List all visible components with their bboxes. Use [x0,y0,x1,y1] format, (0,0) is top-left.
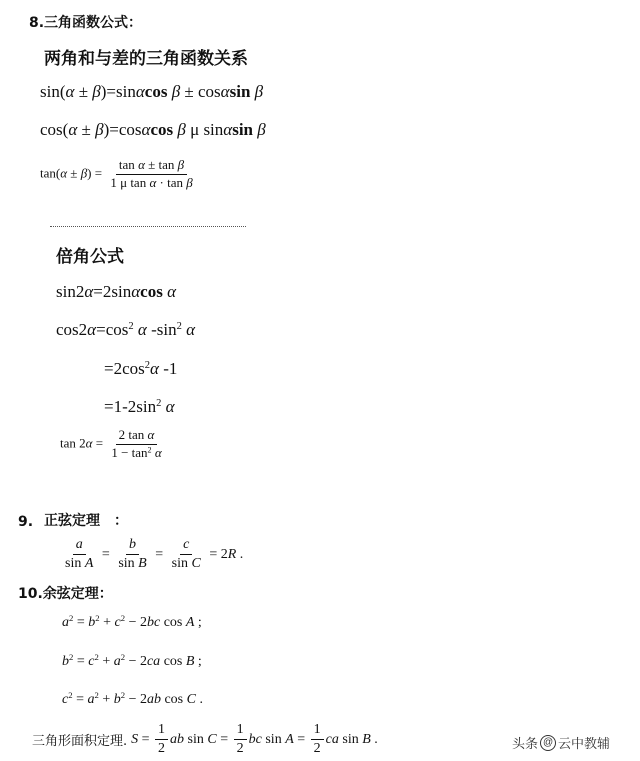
background-watermark [190,392,199,431]
formula-sin-double: sin2α=2sinαcos α [56,282,177,301]
formula-cosine-law-b: $b^2 = c^2 + a^2 - 2ca$ cos B ; [62,652,202,669]
formula-tan-sum: tan(α ± β) = $\frac{\text{tan α ± tan β}}{\text{1 μ tan α · tan β}}$ [40,157,193,190]
section-divider [50,226,246,227]
formula-cosine-law-a: $a^2 = b^2 + c^2 - 2bc$ cos A ; [62,613,202,630]
at-icon: @ [540,735,556,751]
account-name: 云中教辅 [558,736,611,751]
double-angle-heading: 倍角公式 [56,247,124,267]
area-theorem-title: 三角形面积定理. [32,734,128,750]
platform-brand: 头条 [512,736,539,751]
formula-sine-law: $\frac{a}{\text{sin A}}$ = $\frac{b}{\text{sin B}}$ = $\frac{c}{\text{sin C}}$ = 2R . [65,537,244,572]
section-8-title: 8.三角函数公式： [29,15,143,31]
formula-cos-double-alt1: $=2\cos^2\alpha$ -1 [104,359,178,378]
formula-triangle-area: S = $\frac{1}{2}$ ab sin C = $\frac{1}{2}$ bc sin A = $\frac{1}{2}$ ca sin B . [131,722,378,757]
section-9-title: 正弦定理 ： [44,513,128,529]
formula-cos-double: $\cos 2\alpha=\cos^2$ α $-\sin^2$ α [56,320,196,339]
formula-cos-sum: cos(α ± β)=cosαcos β μ sinαsin β [40,120,266,139]
formula-cosine-law-c: $c^2 = a^2 + b^2 - 2ab$ cos C . [62,690,203,707]
platform-watermark [512,733,610,752]
section-10-title: 10.余弦定理： [18,586,113,602]
sum-difference-heading: 两角和与差的三角函数关系 [44,49,248,69]
formula-sin-sum: sin(α ± β)=sinαcos β ± cosαsin β [40,82,264,101]
section-9-number: 9. [18,514,34,530]
formula-cos-double-alt2: $=1-2\sin^2$ α [104,397,175,416]
area-theorem-row [32,722,378,757]
formula-tan-double: tan 2α = $\frac{\text{2 tan α}}{1 - \tan^2 \alpha}$ [60,427,162,460]
